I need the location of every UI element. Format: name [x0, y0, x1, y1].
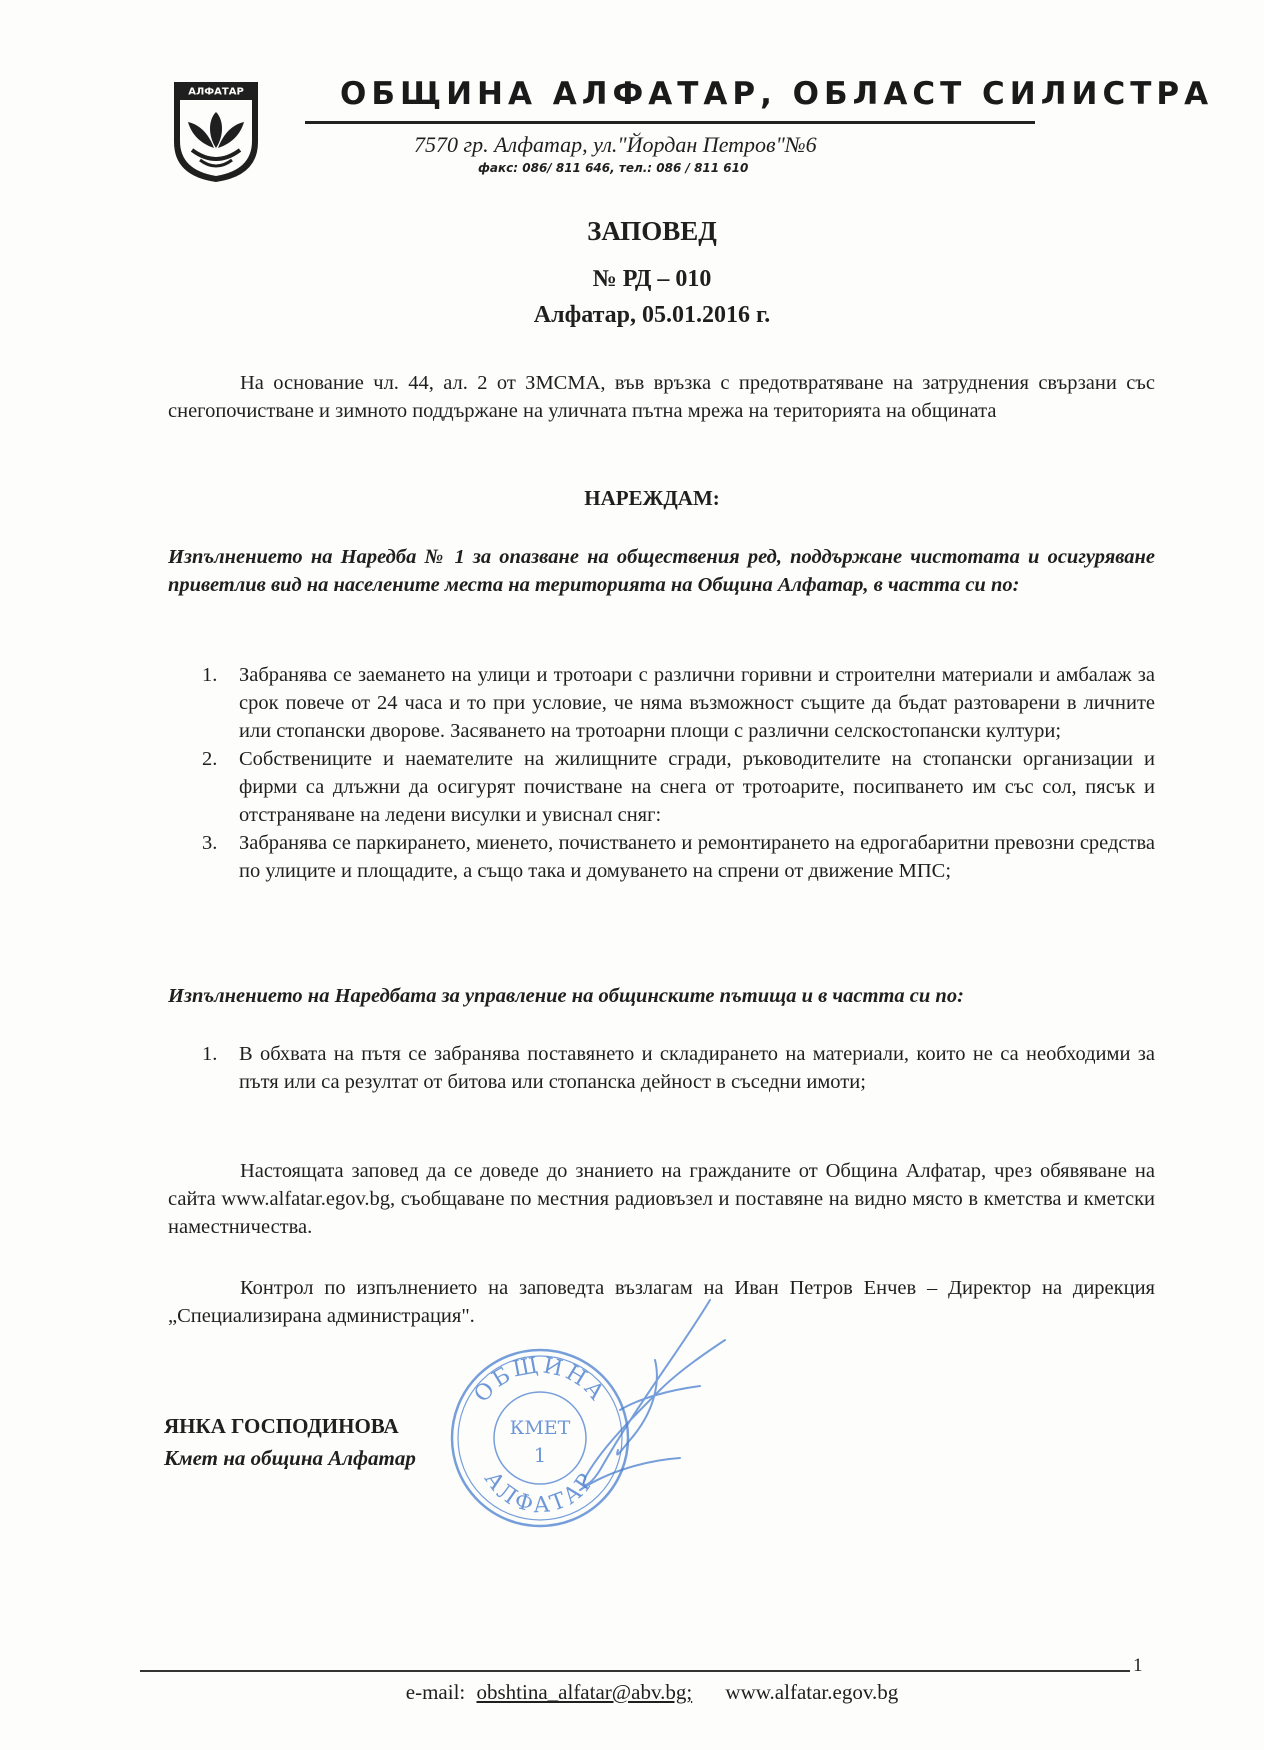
- stamp-top-text: ОБЩИНА: [469, 1352, 611, 1408]
- signer-name: ЯНКА ГОСПОДИНОВА: [164, 1414, 399, 1438]
- list-item-number: 3.: [202, 832, 218, 854]
- website-link[interactable]: www.alfatar.egov.bg: [725, 1680, 899, 1704]
- intro-paragraph: На основание чл. 44, ал. 2 от ЗМСМА, във връзка с предотвратяване на затруднения свързани със снегопочистване и зимното поддържане на уличната пътна мрежа на територията на общината: [168, 372, 1155, 422]
- list-item: [168, 745, 1155, 829]
- section-1-list: [168, 661, 1155, 885]
- list-item-number: 1.: [202, 1043, 218, 1065]
- notice-paragraph: Настоящата заповед да се доведе до знанието на гражданите от Община Алфатар, чрез обявяване на сайта www.alfatar.egov.bg, съобщаване по местния радиовъзел и поставяне на видно място в кметства и кметски наместничества.: [168, 1160, 1155, 1238]
- list-item-text: Собствениците и наемателите на жилищните сгради, ръководителите на стопански организации и фирми са длъжни да осигурят почистване на снега от тротоарите, посипването им със сол, пясък и отстраняване на ледени висулки и увиснал сняг:: [239, 748, 1155, 826]
- stamp-bottom-text: АЛФАТАР: [478, 1467, 601, 1519]
- footer-rule: [140, 1670, 1130, 1672]
- list-item-text: В обхвата на пътя се забранява поставянето и складирането на материали, които не са необходими за пътя или са резултат от битова или стопанска дейност в съседни имоти;: [239, 1043, 1155, 1093]
- control-paragraph: Контрол по изпълнението на заповедта възлагам на Иван Петров Енчев – Директор на дирекция „Специализирана администрация".: [168, 1277, 1155, 1327]
- email-label: e-mail:: [405, 1680, 466, 1704]
- address-line: 7570 гр. Алфатар, ул."Йордан Петров"№6: [414, 132, 817, 157]
- list-item-text: Забранява се паркирането, миенето, почистването и ремонтирането на едрогабаритни превозни средства по улиците и площадите, а също така и домуването на спрени от движение МПС;: [239, 832, 1155, 882]
- list-item: [168, 661, 1155, 745]
- list-item: [168, 1040, 1155, 1096]
- handwritten-signature: [560, 1290, 730, 1500]
- stamp-number: 1: [533, 1443, 547, 1467]
- document-type-heading: ЗАПОВЕД: [587, 216, 717, 246]
- list-item-text: Забранява се заемането на улици и тротоари с различни горивни и строителни материали и амбалаж за срок повече от 24 часа и то при условие, че няма възможност същите да бъдат разтоварени в личните или стопански дворове. Засяването на тротоарни площи с различни селскостопански култури;: [239, 664, 1155, 742]
- svg-text:АЛФАТАР: АЛФАТАР: [188, 86, 244, 98]
- list-item-number: 1.: [202, 664, 218, 686]
- section-1-heading: Изпълнението на Наредба № 1 за опазване на обществения ред, поддържане чистотата и осигуряване приветлив вид на населените места на територията на Община Алфатар, в частта си по:: [168, 546, 1155, 596]
- section-2-list: [168, 1040, 1155, 1096]
- header-rule: [305, 121, 1035, 124]
- footer: [0, 1680, 1264, 1705]
- section-2-heading: Изпълнението на Наредбата за управление на общинските пътища и в частта си по:: [168, 985, 964, 1007]
- list-item: [168, 829, 1155, 885]
- contact-line: факс: 086/ 811 646, тел.: 086 / 811 610: [478, 161, 749, 175]
- municipality-name: ОБЩИНА АЛФАТАР, ОБЛАСТ СИЛИСТРА: [340, 76, 1214, 112]
- stamp-center-text: КМЕТ: [509, 1417, 571, 1439]
- page-number: 1: [1133, 1655, 1143, 1676]
- list-item-number: 2.: [202, 748, 218, 770]
- signer-role: Кмет на община Алфатар: [164, 1446, 416, 1470]
- email-link[interactable]: obshtina_alfatar@abv.bg;: [476, 1680, 693, 1704]
- order-number: № РД – 010: [592, 266, 712, 292]
- municipality-crest-logo: [170, 78, 262, 184]
- place-and-date: Алфатар, 05.01.2016 г.: [533, 302, 771, 328]
- order-heading: НАРЕЖДАМ:: [584, 486, 720, 510]
